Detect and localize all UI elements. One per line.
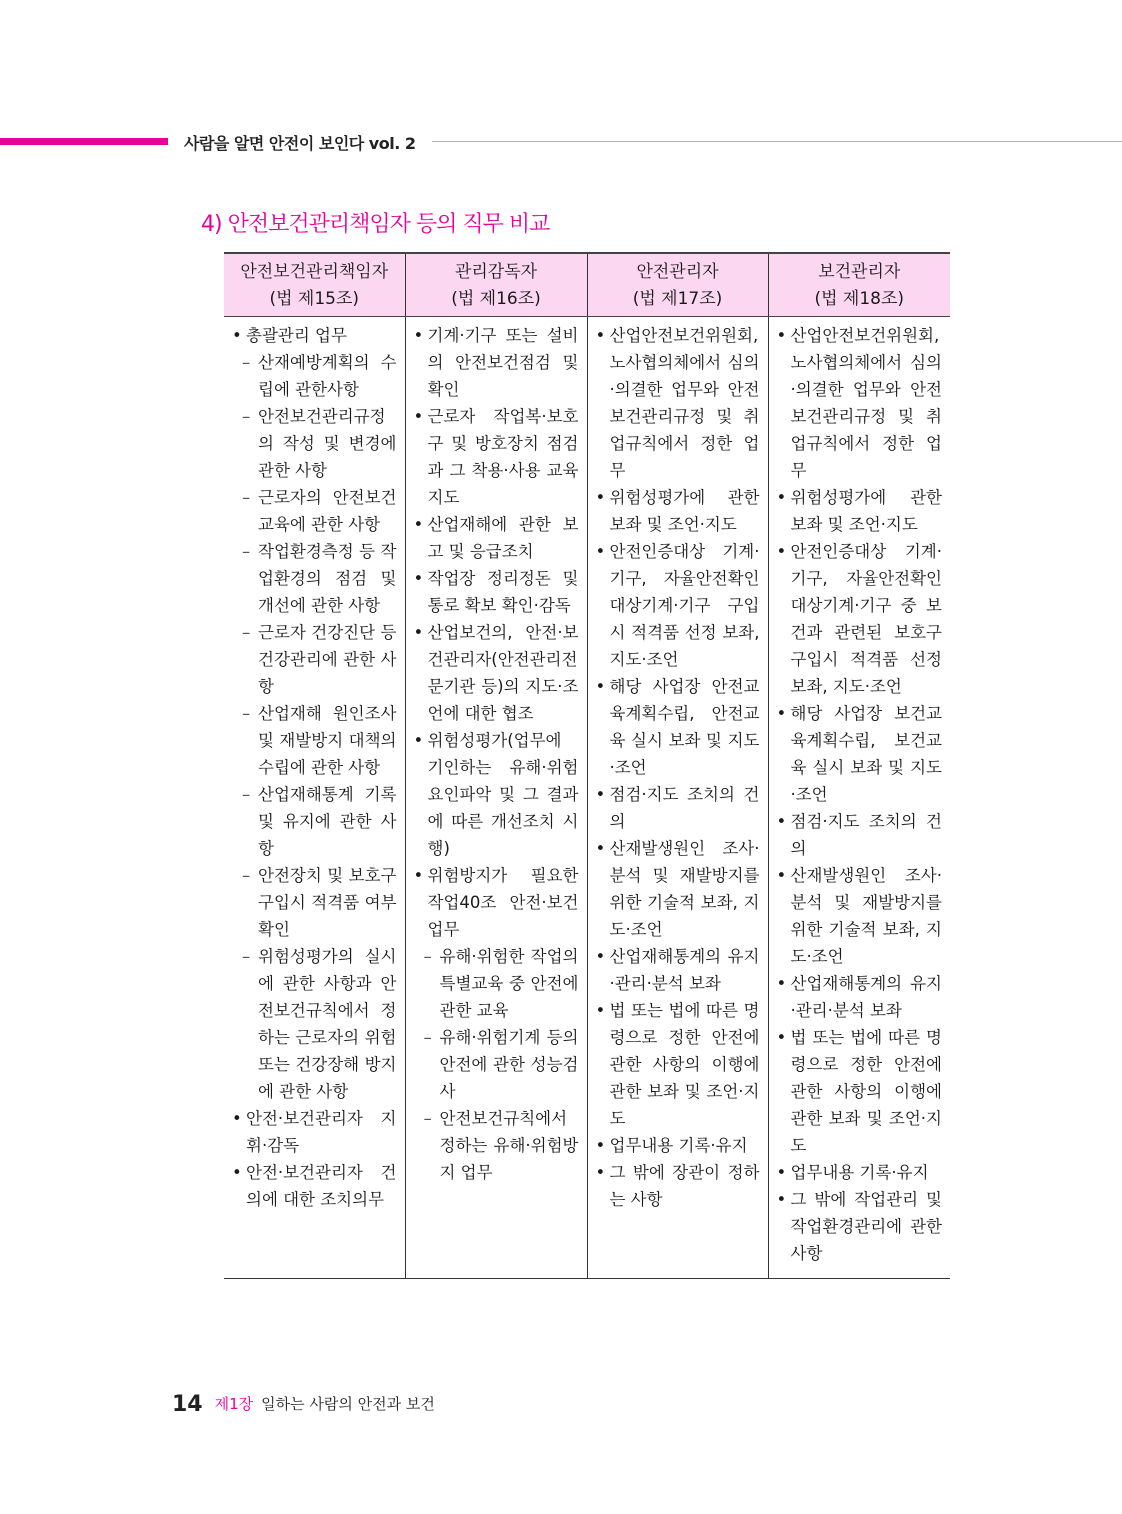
list-item: • 안전·보건관리자 지휘·감독 <box>232 1105 397 1159</box>
list-item: • 산업재해통계의 유지·관리·분석 보좌 <box>596 943 760 997</box>
column-header <box>587 253 768 317</box>
running-title: 사람을 알면 안전이 보인다 vol. 2 <box>184 134 416 153</box>
sub-item: – 산재예방계획의 수립에 관한사항 <box>232 349 397 403</box>
list-item: • 산업재해통계의 유지·관리·분석 보좌 <box>777 970 943 1024</box>
duty-list <box>414 322 579 1186</box>
list-item: • 안전인증대상 기계·기구, 자율안전확인대상기계·기구 구입시 적격품 선정 보좌, 지도·조언 <box>596 538 760 673</box>
column-header <box>405 253 587 317</box>
list-item: • 위험방지가 필요한 작업40조 안전·보건업무 <box>414 862 579 943</box>
column-title: 관리감독자 <box>454 262 538 282</box>
list-item: • 업무내용 기록·유지 <box>777 1159 943 1186</box>
list-item: • 산업안전보건위원회, 노사협의체에서 심의·의결한 업무와 안전보건관리규정 및 취업규칙에서 정한 업무 <box>596 322 760 484</box>
duty-cell-col2 <box>405 317 587 1279</box>
sub-item: – 유해·위험한 작업의 특별교육 중 안전에 관한 교육 <box>414 943 579 1024</box>
list-item: • 업무내용 기록·유지 <box>596 1132 760 1159</box>
sub-item: – 근로자 건강진단 등 건강관리에 관한 사항 <box>232 619 397 700</box>
duty-cell-col3 <box>587 317 768 1279</box>
table-header-row <box>224 253 950 317</box>
sub-item: – 유해·위험기계 등의 안전에 관한 성능검사 <box>414 1024 579 1105</box>
list-item: • 총괄관리 업무 <box>232 322 397 349</box>
column-law-ref: (법 제16조) <box>451 289 541 309</box>
table-body-row <box>224 317 950 1279</box>
list-item: • 해당 사업장 안전교육계획수립, 안전교육 실시 보좌 및 지도·조언 <box>596 673 760 781</box>
list-item: • 안전·보건관리자 건의에 대한 조치의무 <box>232 1159 397 1213</box>
list-item: • 점검·지도 조치의 건의 <box>596 781 760 835</box>
column-header <box>768 253 950 317</box>
duty-comparison-table <box>224 252 950 1279</box>
list-item: • 작업장 정리정돈 및 통로 확보 확인·감독 <box>414 565 579 619</box>
column-law-ref: (법 제15조) <box>269 289 360 309</box>
list-item: • 그 밖에 작업관리 및 작업환경관리에 관한 사항 <box>777 1186 943 1267</box>
column-header <box>224 253 405 317</box>
list-item: • 위험성평가에 관한 보좌 및 조언·지도 <box>777 484 943 538</box>
list-item: • 위험성평가(업무에 기인하는 유해·위험요인파악 및 그 결과에 따른 개선조치 시행) <box>414 727 579 862</box>
sub-item: – 안전보건관리규정의 작성 및 변경에 관한 사항 <box>232 403 397 484</box>
list-item: • 안전인증대상 기계·기구, 자율안전확인대상기계·기구 중 보건과 관련된 보호구 구입시 적격품 선정 보좌, 지도·조언 <box>777 538 943 700</box>
sub-item: – 산업재해 원인조사 및 재발방지 대책의 수립에 관한 사항 <box>232 700 397 781</box>
sub-item: – 안전장치 및 보호구 구입시 적격품 여부 확인 <box>232 862 397 943</box>
list-item: • 법 또는 법에 따른 명령으로 정한 안전에 관한 사항의 이행에 관한 보좌 및 조언·지도 <box>596 997 760 1132</box>
chapter-title: 일하는 사람의 안전과 보건 <box>261 1395 435 1413</box>
sub-item: – 위험성평가의 실시에 관한 사항과 안전보건규칙에서 정하는 근로자의 위험 또는 건강장해 방지에 관한 사항 <box>232 943 397 1105</box>
column-title: 보건관리자 <box>818 262 901 282</box>
header-accent-bar <box>0 138 168 145</box>
list-item: • 산업보건의, 안전·보건관리자(안전관리전문기관 등)의 지도·조언에 대한 협조 <box>414 619 579 727</box>
duty-cell-col1 <box>224 317 405 1279</box>
chapter-label: 제1장 <box>214 1395 254 1413</box>
column-law-ref: (법 제18조) <box>814 289 905 309</box>
sub-item: – 근로자의 안전보건교육에 관한 사항 <box>232 484 397 538</box>
list-item: • 위험성평가에 관한 보좌 및 조언·지도 <box>596 484 760 538</box>
page-footer <box>172 1392 435 1417</box>
list-item: • 기계·기구 또는 설비의 안전보건점검 및 확인 <box>414 322 579 403</box>
sub-item: – 작업환경측정 등 작업환경의 점검 및 개선에 관한 사항 <box>232 538 397 619</box>
column-law-ref: (법 제17조) <box>632 289 723 309</box>
list-item: • 점검·지도 조치의 건의 <box>777 808 943 862</box>
page-number: 14 <box>172 1392 203 1417</box>
duty-list <box>232 322 397 1213</box>
list-item: • 산업재해에 관한 보고 및 응급조치 <box>414 511 579 565</box>
section-title: 4) 안전보건관리책임자 등의 직무 비교 <box>201 212 550 237</box>
header-rule <box>432 141 1122 142</box>
list-item: • 산재발생원인 조사·분석 및 재발방지를 위한 기술적 보좌, 지도·조언 <box>596 835 760 943</box>
duty-cell-col4 <box>768 317 950 1279</box>
column-title: 안전관리자 <box>636 262 719 282</box>
list-item: • 해당 사업장 보건교육계획수립, 보건교육 실시 보좌 및 지도·조언 <box>777 700 943 808</box>
list-item: • 산재발생원인 조사·분석 및 재발방지를 위한 기술적 보좌, 지도·조언 <box>777 862 943 970</box>
list-item: • 법 또는 법에 따른 명령으로 정한 안전에 관한 사항의 이행에 관한 보좌 및 조언·지도 <box>777 1024 943 1159</box>
sub-item: – 안전보건규칙에서 정하는 유해·위험방지 업무 <box>414 1105 579 1186</box>
list-item: • 산업안전보건위원회, 노사협의체에서 심의·의결한 업무와 안전보건관리규정 및 취업규칙에서 정한 업무 <box>777 322 943 484</box>
list-item: • 그 밖에 장관이 정하는 사항 <box>596 1159 760 1213</box>
sub-item: – 산업재해통계 기록 및 유지에 관한 사항 <box>232 781 397 862</box>
duty-list <box>596 322 760 1213</box>
list-item: • 근로자 작업복·보호구 및 방호장치 점검과 그 착용·사용 교육지도 <box>414 403 579 511</box>
duty-list <box>777 322 943 1267</box>
column-title: 안전보건관리책임자 <box>240 262 389 282</box>
